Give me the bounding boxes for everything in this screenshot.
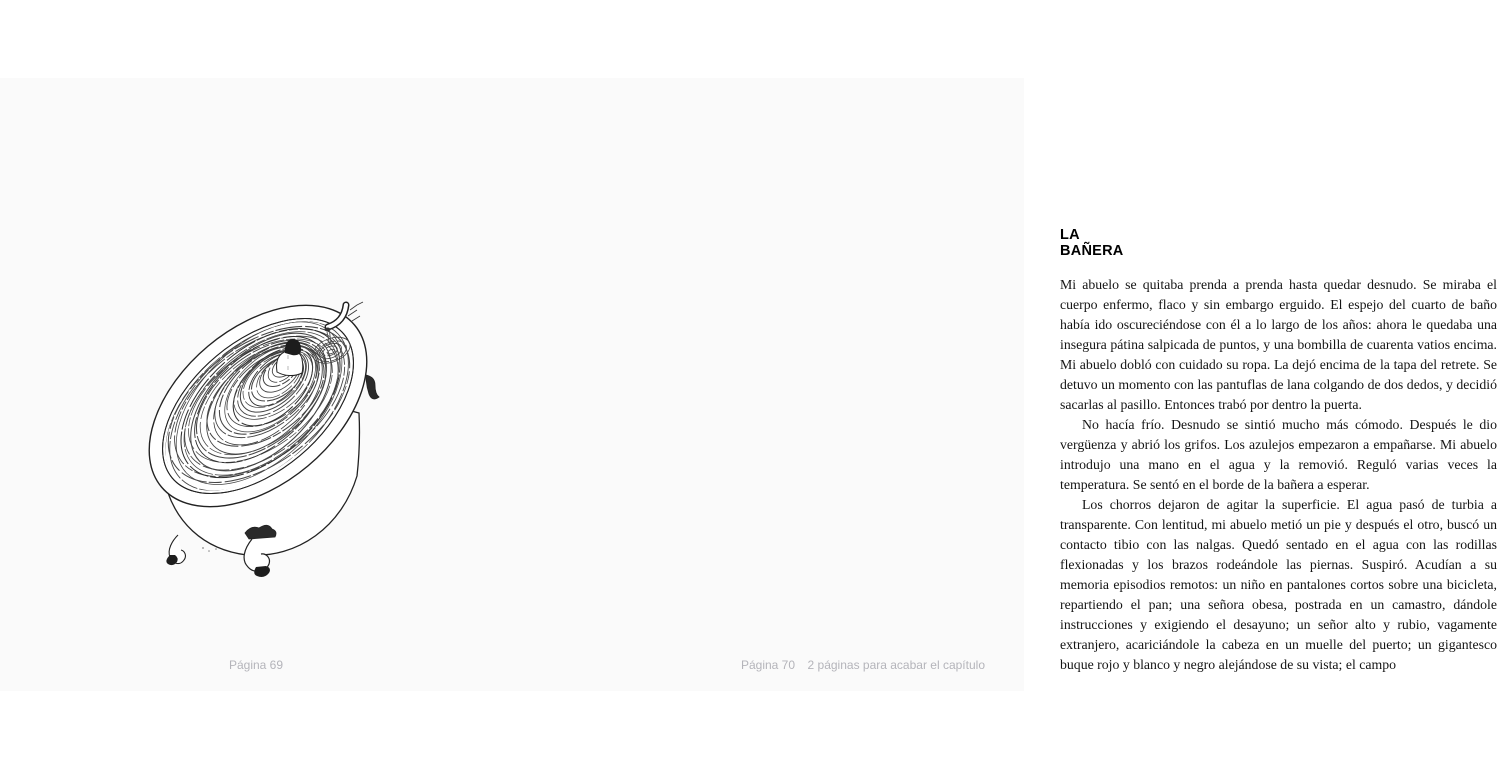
claw-foot-front-left <box>166 535 185 565</box>
left-page-number: Página 69 <box>228 658 284 672</box>
chapter-title: LA BAÑERA <box>1060 226 1124 259</box>
chapter-body <box>1060 275 1497 675</box>
rim-scribbles <box>348 302 363 321</box>
left-page[interactable] <box>0 78 512 691</box>
body-paragraph: Mi abuelo se quitaba prenda a prenda hasta quedar desnudo. Se miraba el cuerpo enfermo, flaco y sin embargo erguido. El espejo del cuarto de baño había ido oscureciéndose con él a lo largo de los años: ahora le quedaba una insegura pátina salpicada de puntos, y una bombilla de cuarenta vatios encima. Mi abuelo dobló con cuidado su ropa. La dejó encima de la tapa del retrete. Se detuvo un momento con las pantuflas de lana colgando de dos dedos, y decidió sacarlas al pasillo. Entonces trabó por dentro la puerta. <box>1060 277 1497 412</box>
right-page[interactable] <box>512 78 1497 691</box>
bathtub-illustration <box>130 283 430 583</box>
body-paragraph: No hacía frío. Desnudo se sintió mucho más cómodo. Después le dio vergüenza y abrió los grifos. Los azulejos empezaron a empañarse. Mi abuelo introdujo una mano en el agua y la removió. Reguló varias veces la temperatura. Se sentó en el borde de la bañera a esperar. <box>1060 417 1497 492</box>
body-paragraph: Los chorros dejaron de agitar la superficie. El agua pasó de turbia a transparente. Con lentitud, mi abuelo metió un pie y después el otro, buscó un contacto tibio con las nalgas. Quedó sentado en el agua con las rodillas flexionadas y los brazos rodeándole las piernas. Suspiró. Acudían a su memoria episodios remotos: un niño en pantalones cortos sobre una bicicleta, repartiendo el pan; una señora obesa, postrada en un camastro, dándole instrucciones y exigiendo el desayuno; un señor alto y rubio, vagamente extranjero, acariciándole la cabeza en un muelle del puerto; un gigantesco buque rojo y blanco y negro alejándose de su vista; el campo <box>1060 497 1497 672</box>
tub-wall-texture-dots <box>202 547 217 552</box>
claw-foot-rear-right <box>366 375 379 399</box>
right-page-number: Página 70 <box>740 658 796 672</box>
pages-remaining-indicator: 2 páginas para acabar el capítulo <box>807 658 985 672</box>
